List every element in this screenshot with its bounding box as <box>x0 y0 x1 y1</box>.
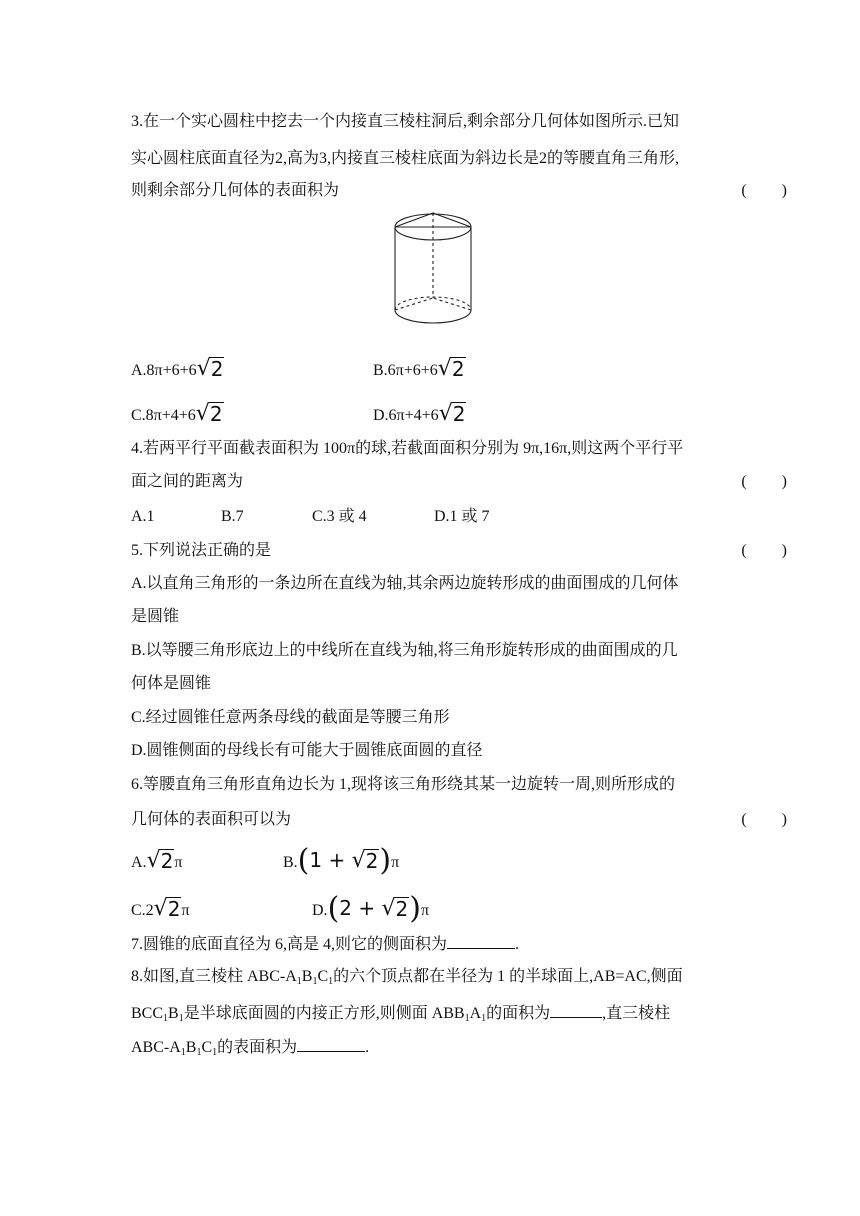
q3-option-b: B.6π+6+6 √ 2 <box>373 356 465 381</box>
prism-bottom-left-edge <box>395 298 433 310</box>
sqrt-symbol: √ 2 <box>153 896 181 921</box>
q8-area-answer-blank[interactable] <box>550 1001 602 1018</box>
q5-stem: 5.下列说法正确的是 <box>131 542 272 559</box>
q4-option-c: C.3 或 4 <box>312 508 367 525</box>
q3-option-a: A.8π+6+6 √ 2 <box>131 356 224 381</box>
q3-stem-line1: 3.在一个实心圆柱中挖去一个内接直三棱柱洞后,剩余部分几何体如图所示.已知 <box>131 113 680 130</box>
sqrt-symbol: √ 2 <box>381 896 409 921</box>
q6-option-d: D.(2 + √ 2 )π <box>312 891 430 926</box>
q5-option-b-line1: B.以等腰三角形底边上的中线所在直线为轴,将三角形旋转形成的曲面围成的几 <box>131 642 678 659</box>
q4-option-a: A.1 <box>131 508 155 525</box>
cylinder-bottom-front-arc <box>395 310 471 323</box>
q3-option-d: D.6π+4+6 √ 2 <box>373 401 466 426</box>
q6-stem-line2: 几何体的表面积可以为 <box>131 811 292 828</box>
q6-option-a: A. √ 2 π <box>131 848 183 873</box>
cylinder-bottom-back-arc <box>395 297 471 310</box>
q7-answer-blank[interactable] <box>447 932 515 949</box>
sqrt-symbol: √ 2 <box>195 401 223 426</box>
sqrt-symbol: √ 2 <box>146 848 174 873</box>
sqrt-symbol: √ 2 <box>351 848 379 873</box>
q5-option-a-line1: A.以直角三角形的一条边所在直线为轴,其余两边旋转形成的曲面围成的几何体 <box>131 575 679 592</box>
q6-option-b: B.(1 + √ 2 )π <box>283 843 400 878</box>
q4-option-b: B.7 <box>221 508 244 525</box>
sqrt-symbol: √ 2 <box>438 401 466 426</box>
q3-stem-line2: 实心圆柱底面直径为2,高为3,内接直三棱柱底面为斜边长是2的等腰直角三角形, <box>131 150 680 167</box>
q8-surface-answer-blank[interactable] <box>297 1035 365 1052</box>
q4-option-d: D.1 或 7 <box>434 508 490 525</box>
q4-answer-paren: ( ) <box>741 473 788 490</box>
q5-option-d: D.圆锥侧面的母线长有可能大于圆锥底面圆的直径 <box>131 742 483 759</box>
q5-option-a-line2: 是圆锥 <box>131 608 180 625</box>
q4-stem-line1: 4.若两平行平面截表面积为 100π的球,若截面面积分别为 9π,16π,则这两个平行平 <box>131 440 684 457</box>
q5-answer-paren: ( ) <box>741 542 788 559</box>
q8-stem-line3: ABC-$A_1B_1C_1$的表面积为 . <box>131 1035 369 1064</box>
q6-answer-paren: ( ) <box>741 811 788 828</box>
q6-stem-line1: 6.等腰直角三角形直角边长为 1,现将该三角形绕其某一边旋转一周,则所形成的 <box>131 776 676 793</box>
sqrt-symbol: √ 2 <box>437 356 465 381</box>
prism-bottom-right-edge <box>433 298 471 310</box>
q3-stem-line3: 则剩余部分几何体的表面积为 <box>131 182 340 199</box>
q4-stem-line2: 面之间的距离为 <box>131 473 244 490</box>
sqrt-symbol: √ 2 <box>196 356 224 381</box>
q8-stem-line1: 8.如图,直三棱柱 ABC-$A_1B_1C_1$的六个顶点都在半径为 1 的半球面上,AB=AC,侧面 <box>131 968 683 987</box>
cylinder-figure <box>390 210 480 332</box>
q7-stem: 7.圆锥的底面直径为 6,高是 4,则它的侧面积为 . <box>131 932 519 956</box>
q5-option-b-line2: 何体是圆锥 <box>131 675 212 692</box>
q8-stem-line2: $BCC_1B_1$是半球底面圆的内接正方形,则侧面 $ABB_1A_1$的面积为 ,直三棱柱 <box>131 1001 670 1030</box>
q3-answer-paren: ( ) <box>741 182 788 199</box>
q6-option-c: C.2 √ 2 π <box>131 896 190 921</box>
q3-option-c: C.8π+4+6 √ 2 <box>131 401 223 426</box>
q5-option-c: C.经过圆锥任意两条母线的截面是等腰三角形 <box>131 709 450 726</box>
